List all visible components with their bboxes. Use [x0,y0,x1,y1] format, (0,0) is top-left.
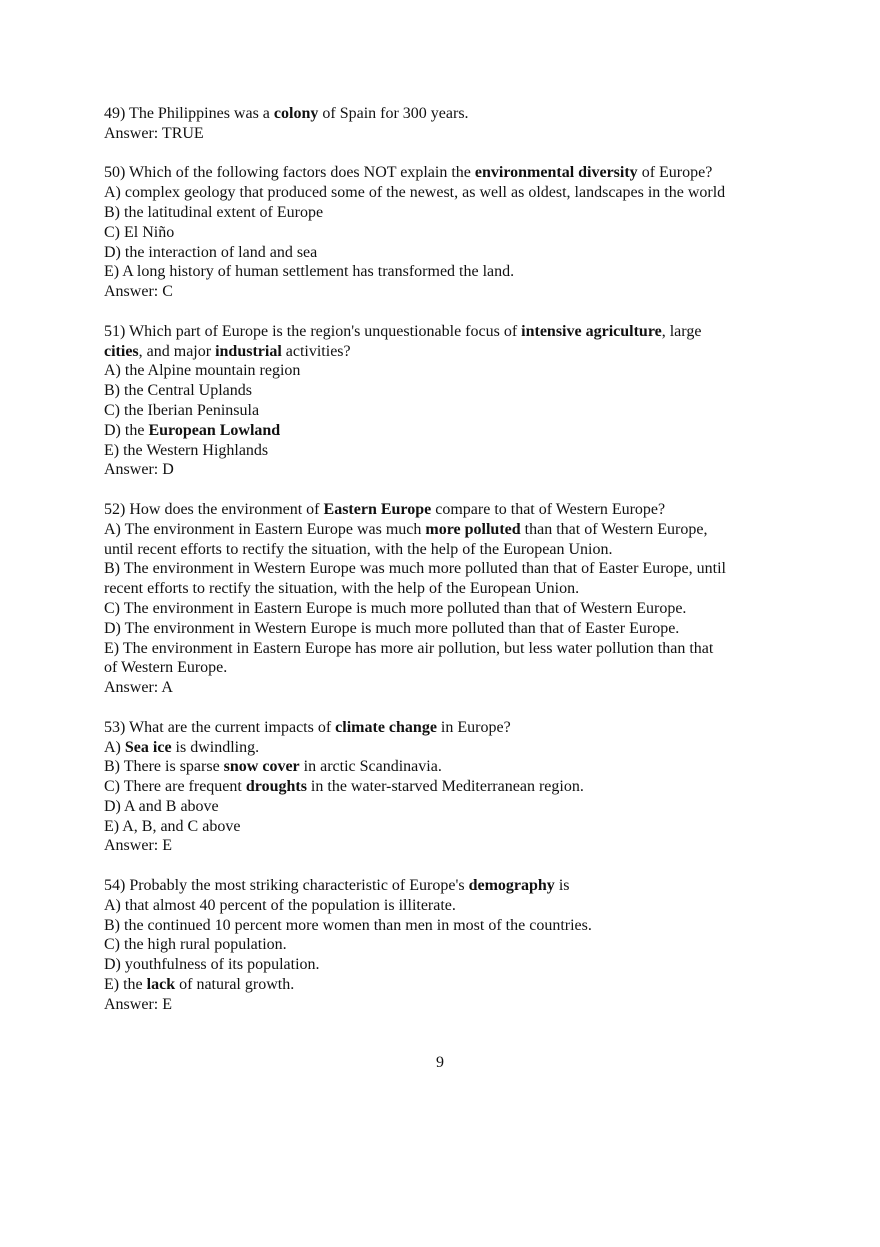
text-segment: C) There are frequent [104,778,246,796]
text-segment: is [554,877,570,895]
bold-term: environmental diversity [474,164,638,182]
text-segment: of Western Europe. [104,659,228,677]
text-segment: E) the [104,976,147,994]
bold-term: lack [146,976,176,994]
text-segment: B) The environment in Western Europe was much more polluted than that of Easter Europe, until [104,560,726,578]
text-line [104,896,726,916]
question-text [104,718,726,738]
text-segment: A) The environment in Eastern Europe was much [104,520,426,538]
text-line [104,342,726,362]
text-line [104,935,726,955]
text-segment: 54) Probably the most striking characteristic of Europe's [104,877,469,895]
answer-line [104,460,726,480]
text-line [104,441,726,461]
text-line [104,639,726,659]
text-segment: 50) Which of the following factors does NOT explain the [104,164,475,182]
text-segment: Answer: A [104,679,173,697]
text-segment: E) A long history of human settlement has transformed the land. [104,263,515,281]
text-segment: A) the Alpine mountain region [104,362,301,380]
text-segment: D) the [104,421,149,439]
answer-line [104,678,726,698]
text-segment: 53) What are the current impacts of [104,718,336,736]
text-segment: E) The environment in Eastern Europe has more air pollution, but less water pollution than that [104,639,714,657]
text-segment: , large [661,322,702,340]
text-segment: A) complex geology that produced some of the newest, as well as oldest, landscapes in the world [104,184,726,202]
text-line [104,738,726,758]
text-segment: D) youthfulness of its population. [104,956,320,974]
text-segment: C) The environment in Eastern Europe is much more polluted than that of Western Europe. [104,599,687,617]
text-segment: C) the Iberian Peninsula [104,401,260,419]
bold-term: droughts [245,778,307,796]
text-line [104,540,726,560]
answer-line [104,124,726,144]
text-segment: 51) Which part of Europe is the region's unquestionable focus of [104,322,522,340]
text-segment: until recent efforts to rectify the situation, with the help of the European Union. [104,540,613,558]
text-line [104,599,726,619]
text-line [104,223,726,243]
text-segment: recent efforts to rectify the situation, with the help of the European Union. [104,580,580,598]
text-line [104,559,726,579]
text-line [104,421,726,441]
document-body [104,104,726,1034]
question-text [104,500,726,520]
question-block [104,876,726,1015]
question-text [104,163,726,183]
question-block [104,322,726,480]
text-line [104,777,726,797]
text-segment: Answer: TRUE [104,124,204,142]
question-block [104,500,726,698]
question-text [104,876,726,896]
text-line [104,975,726,995]
text-segment: B) the latitudinal extent of Europe [104,203,324,221]
text-segment: A) [104,738,125,756]
text-segment: Answer: E [104,837,172,855]
text-segment: in arctic Scandinavia. [299,758,442,776]
text-line [104,183,726,203]
text-line [104,579,726,599]
text-line [104,797,726,817]
text-segment: compare to that of Western Europe? [431,500,666,518]
text-line [104,262,726,282]
bold-term: climate change [335,718,437,736]
text-segment: C) the high rural population. [104,936,287,954]
text-line [104,817,726,837]
text-segment: A) that almost 40 percent of the population is illiterate. [104,896,456,914]
text-segment: D) The environment in Western Europe is much more polluted than that of Easter Europe. [104,619,680,637]
text-segment: D) the interaction of land and sea [104,243,318,261]
text-segment: E) A, B, and C above [104,817,241,835]
text-segment: than that of Western Europe, [520,520,708,538]
question-block [104,718,726,857]
text-segment: Answer: E [104,995,172,1013]
text-line [104,361,726,381]
bold-term: more polluted [425,520,521,538]
text-segment: of natural growth. [175,976,295,994]
text-segment: C) El Niño [104,223,175,241]
bold-term: intensive agriculture [521,322,662,340]
text-line [104,658,726,678]
text-segment: in Europe? [436,718,511,736]
text-segment: B) the Central Uplands [104,382,252,400]
bold-term: Sea ice [124,738,172,756]
text-line [104,955,726,975]
bold-term: European Lowland [148,421,281,439]
text-segment: is dwindling. [171,738,260,756]
text-segment: Answer: C [104,283,173,301]
text-line [104,520,726,540]
text-segment: B) the continued 10 percent more women than men in most of the countries. [104,916,592,934]
bold-term: colony [273,105,319,122]
text-line [104,757,726,777]
bold-term: snow cover [223,758,300,776]
text-segment: B) There is sparse [104,758,224,776]
text-segment: of Europe? [637,164,713,182]
text-segment: activities? [281,342,351,360]
text-line [104,203,726,223]
text-line [104,381,726,401]
text-segment: 49) The Philippines was a [104,105,274,122]
question-block [104,104,726,144]
bold-term: demography [468,877,555,895]
question-block [104,163,726,302]
text-line [104,916,726,936]
bold-term: industrial [215,342,282,360]
text-segment: 52) How does the environment of [104,500,324,518]
text-segment: of Spain for 300 years. [318,105,469,122]
text-segment: D) A and B above [104,797,219,815]
answer-line [104,836,726,856]
text-segment: Answer: D [104,461,174,479]
bold-term: Eastern Europe [323,500,432,518]
text-segment: in the water-starved Mediterranean region. [306,778,584,796]
answer-line [104,995,726,1015]
text-line [104,401,726,421]
question-text [104,104,726,124]
text-line [104,243,726,263]
text-line [104,619,726,639]
text-segment: , and major [138,342,216,360]
question-text [104,322,726,342]
text-segment: E) the Western Highlands [104,441,269,459]
page-number: 9 [436,1054,444,1071]
answer-line [104,282,726,302]
bold-term: cities [104,342,139,360]
